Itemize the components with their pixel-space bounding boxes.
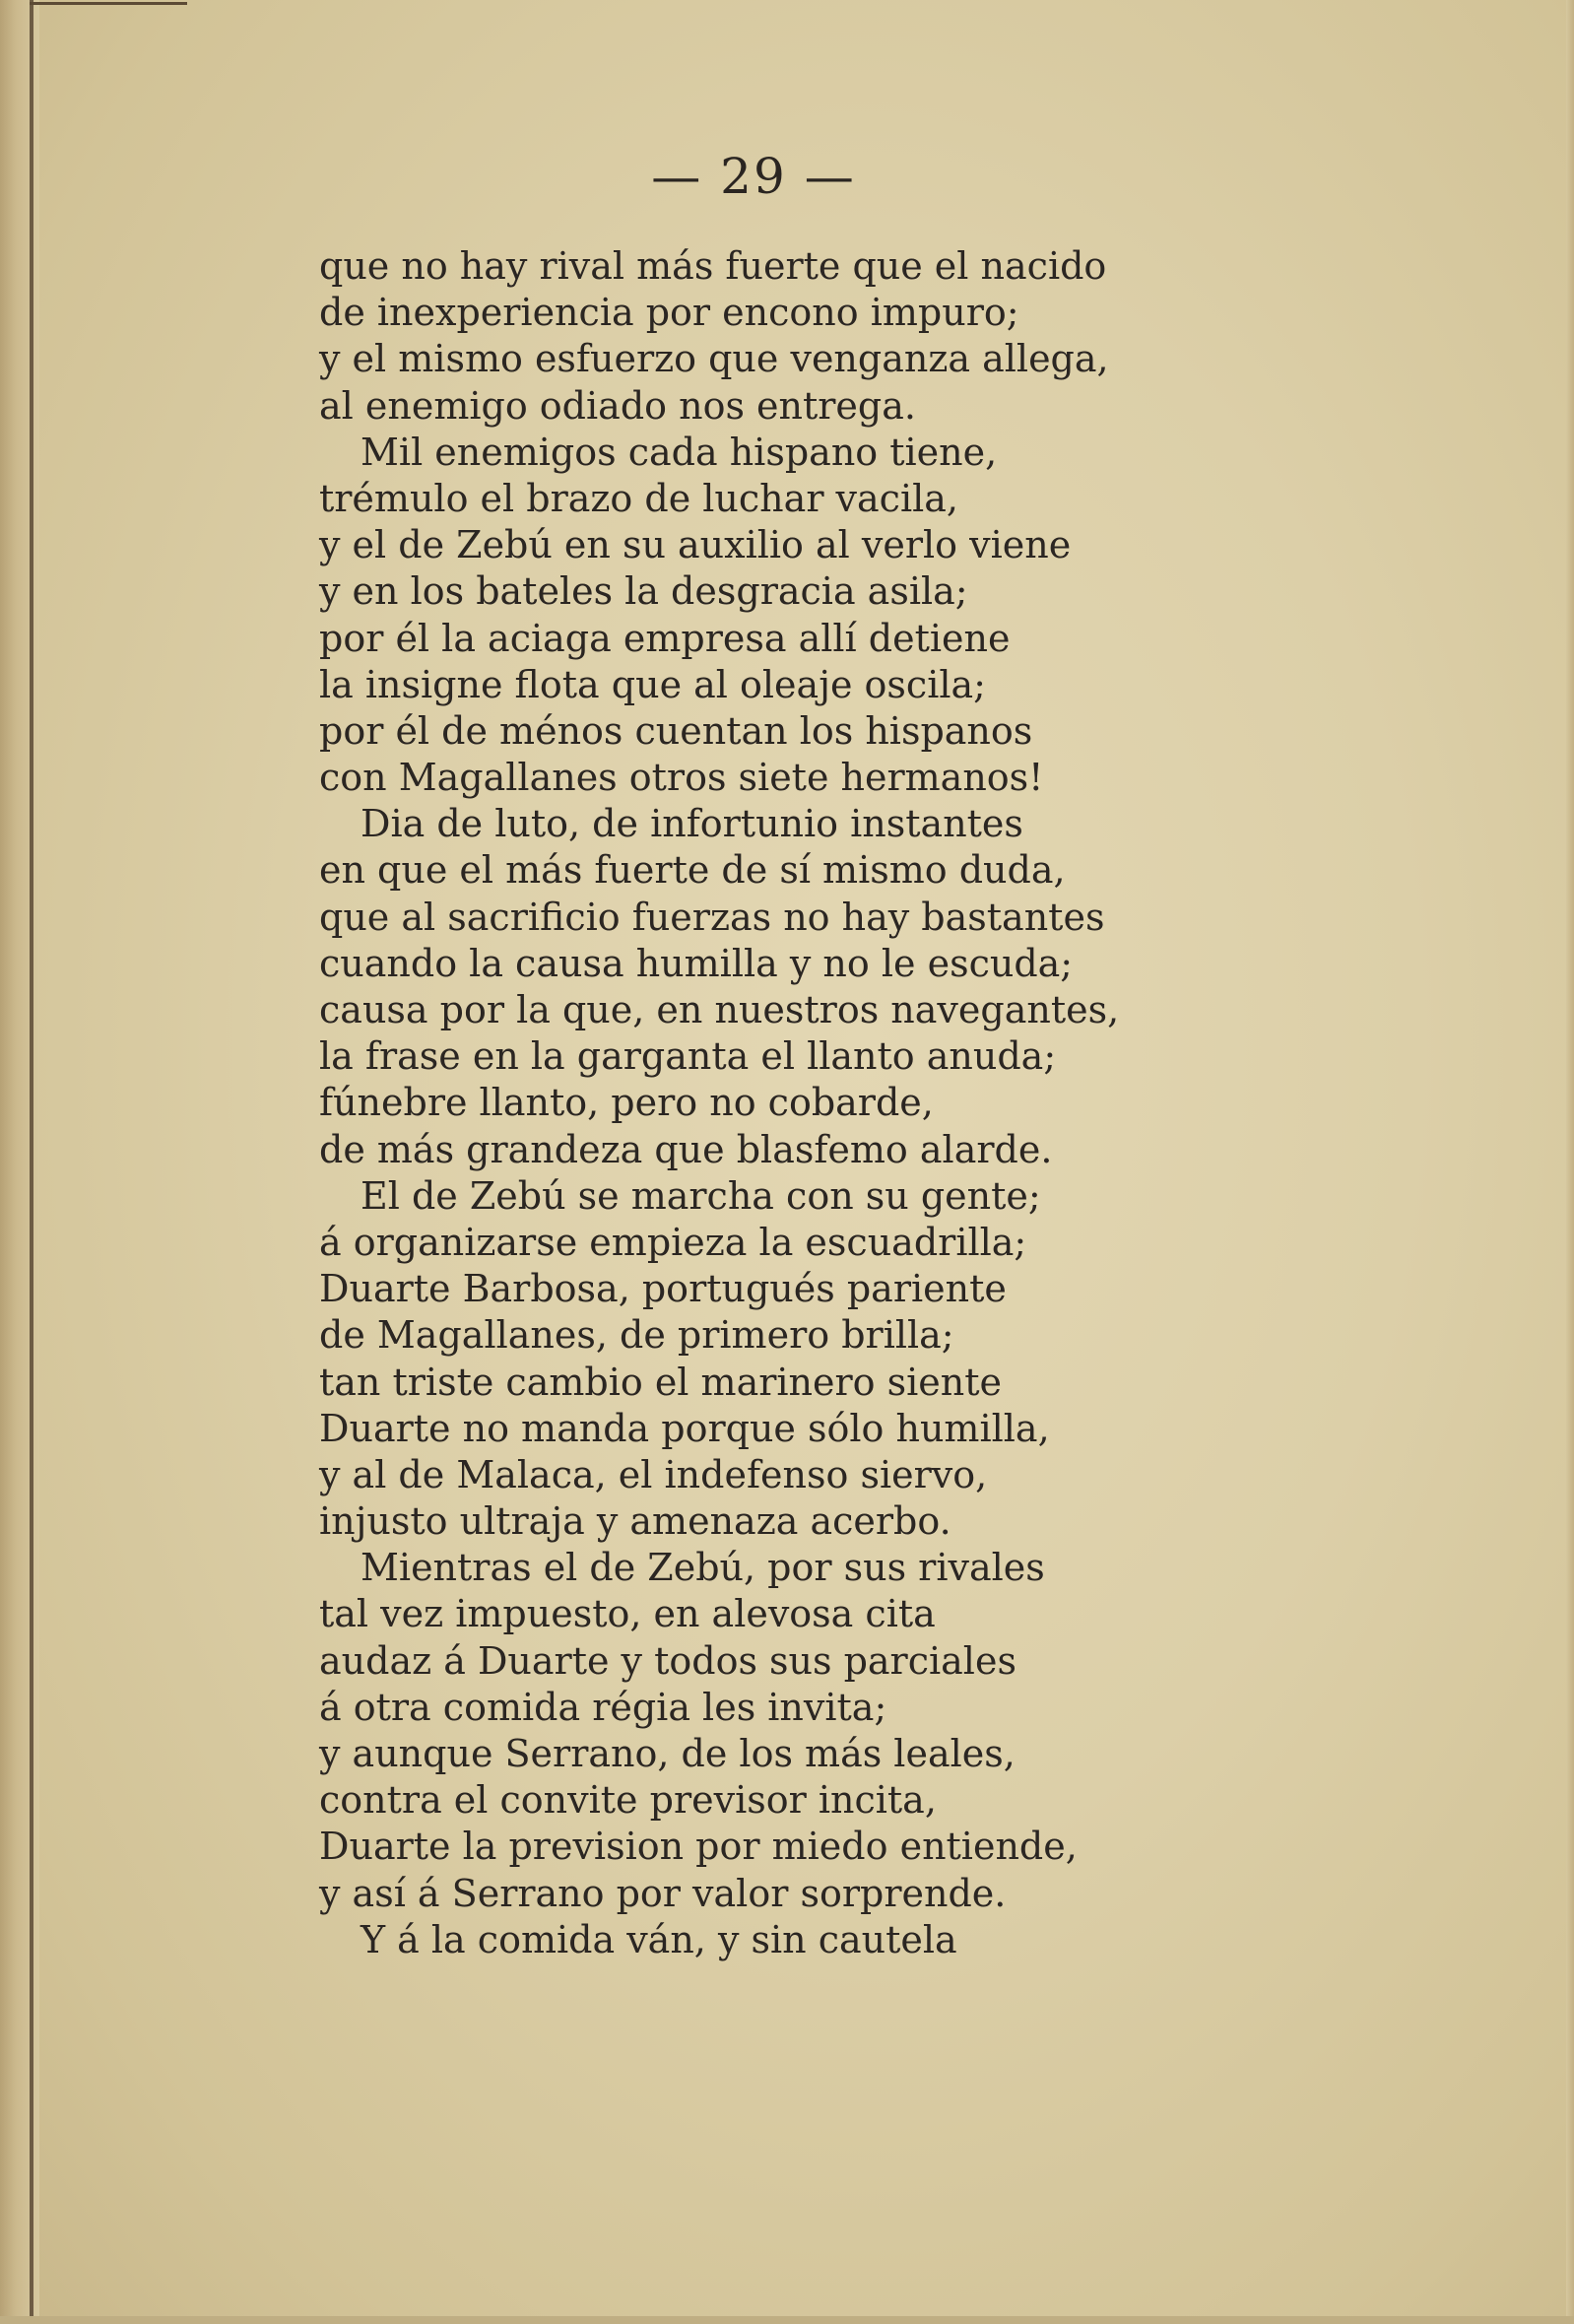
verse-line: á organizarse empieza la escuadrilla;	[319, 1220, 1027, 1264]
verse-line: la insigne flota que al oleaje oscila;	[319, 662, 986, 706]
verse-line: injusto ultraja y amenaza acerbo.	[319, 1499, 951, 1544]
verse-line: tal vez impuesto, en alevosa cita	[319, 1592, 936, 1636]
page-number: — 29 —	[651, 148, 856, 205]
verse-line: y en los bateles la desgracia asila;	[319, 569, 968, 614]
verse-line: El de Zebú se marcha con su gente;	[361, 1173, 1041, 1218]
verse-line: con Magallanes otros siete hermanos!	[319, 756, 1044, 800]
verse-line: de Magallanes, de primero brilla;	[319, 1313, 954, 1358]
verse-line: Mientras el de Zebú, por sus rivales	[361, 1546, 1045, 1590]
verse-line: al enemigo odiado nos entrega.	[319, 383, 916, 428]
verse-line: que al sacrificio fuerzas no hay bastantes	[319, 895, 1105, 939]
verse-line: y el de Zebú en su auxilio al verlo viene	[319, 523, 1072, 567]
verse-line: Duarte Barbosa, portugués pariente	[319, 1267, 1007, 1311]
verse-line: contra el convite previsor incita,	[319, 1778, 937, 1823]
verse-line: Duarte no manda porque sólo humilla,	[319, 1406, 1050, 1450]
verse-line: Dia de luto, de infortunio instantes	[361, 802, 1023, 846]
verse-line: y al de Malaca, el indefenso siervo,	[319, 1452, 988, 1496]
verse-line: tan triste cambio el marinero siente	[319, 1360, 1002, 1404]
poem-text	[319, 243, 1481, 1963]
binding-edge	[0, 0, 39, 2324]
bottom-page-edge	[0, 2316, 1574, 2324]
verse-line: y el mismo esfuerzo que venganza allega,	[319, 337, 1109, 381]
verse-line: y así á Serrano por valor sorprende.	[319, 1871, 1007, 1915]
verse-line: Duarte la prevision por miedo entiende,	[319, 1825, 1078, 1869]
verse-line: á otra comida régia les invita;	[319, 1685, 887, 1729]
verse-line: de inexperiencia por encono impuro;	[319, 291, 1019, 335]
verse-line: por él la aciaga empresa allí detiene	[319, 616, 1011, 660]
verse-line: y aunque Serrano, de los más leales,	[319, 1732, 1016, 1775]
verse-line: Mil enemigos cada hispano tiene,	[361, 430, 998, 474]
verse-line: cuando la causa humilla y no le escuda;	[319, 941, 1074, 985]
verse-line: trémulo el brazo de luchar vacila,	[319, 476, 959, 520]
binding-line	[30, 0, 33, 2324]
verse-line: en que el más fuerte de sí mismo duda,	[319, 848, 1066, 893]
verse-line: por él de ménos cuentan los hispanos	[319, 708, 1033, 753]
top-rule	[30, 2, 187, 5]
verse-line: audaz á Duarte y todos sus parciales	[319, 1638, 1017, 1683]
verse-line: fúnebre llanto, pero no cobarde,	[319, 1081, 934, 1125]
verse-line: que no hay rival más fuerte que el nacido	[319, 244, 1107, 288]
verse-line: causa por la que, en nuestros navegantes,	[319, 988, 1120, 1031]
verse-line: Y á la comida ván, y sin cautela	[361, 1917, 957, 1961]
verse-line: de más grandeza que blasfemo alarde.	[319, 1127, 1053, 1171]
right-page-edge	[1566, 0, 1574, 2324]
verse-line: la frase en la garganta el llanto anuda;	[319, 1034, 1057, 1079]
